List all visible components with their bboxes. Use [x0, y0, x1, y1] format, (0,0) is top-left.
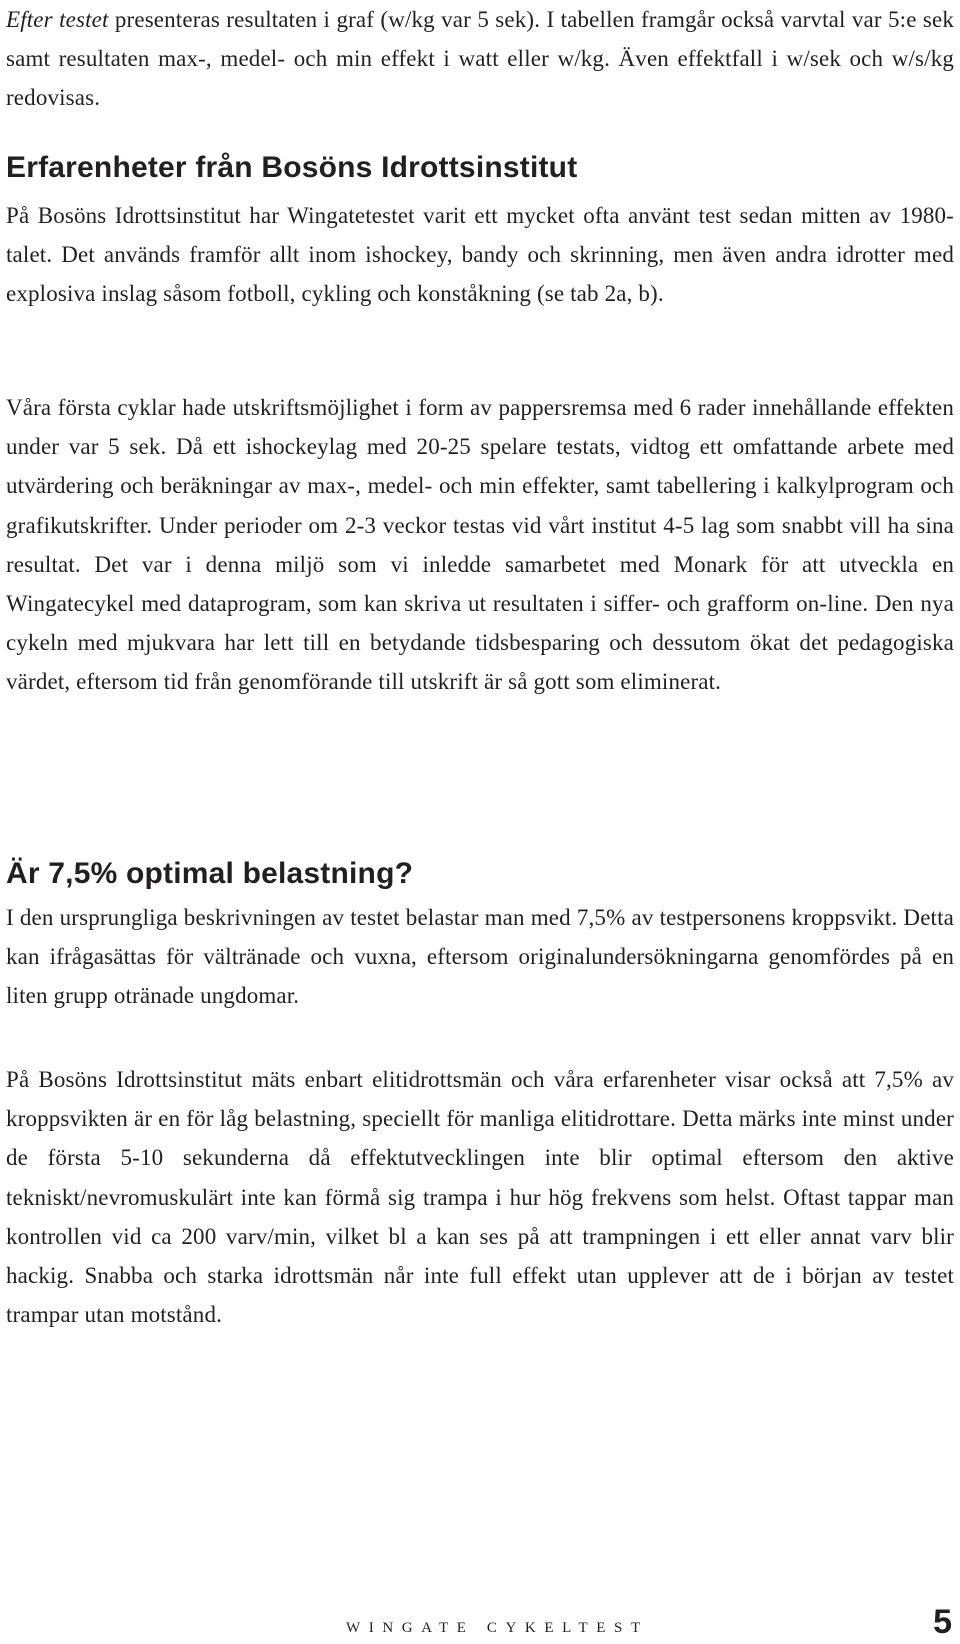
- intro-paragraph: [6, 0, 954, 118]
- running-title: WINGATE CYKELTEST: [346, 1620, 649, 1636]
- load-paragraph-1: [6, 898, 954, 1016]
- section-heading-load: Är 7,5% optimal belastning?: [6, 857, 414, 890]
- section-heading-bosons: Erfarenheter från Bosöns Idrottsinstitut: [6, 151, 578, 184]
- page-number: 5: [933, 1603, 952, 1641]
- intro-text: presenteras resultaten i graf (w/kg var 5 sek). I tabellen framgår också varvtal var 5:e sek samt resultaten max-, medel- och min effekt i watt eller w/kg. Även effektfall i w/sek och w/s/kg redovisas.: [6, 7, 955, 111]
- bosons-paragraph-1-text: På Bosöns Idrottsinstitut har Wingatetestet varit ett mycket ofta använt test sedan mitten av 1980-talet. Det används framför allt inom ishockey, bandy och skrinning, men även andra idrotter med explosiva inslag såsom fotboll, cykling och konståkning (se tab 2a, b).: [6, 203, 954, 307]
- bosons-paragraph-2-text: Våra första cyklar hade utskriftsmöjlighet i form av pappersremsa med 6 rader innehållande effekten under var 5 sek. Då ett ishockeylag med 20-25 spelare testats, vidtog ett omfattande arbete med utvärdering och beräkningar av max-, medel- och min effekter, samt tabellering i kalkylprogram och grafikutskrifter. Under perioder om 2-3 veckor testas vid vårt institut 4-5 lag som snabbt vill ha sina resultat. Det var i denna miljö som vi inledde samarbetet med Monark för att utveckla en Wingatecykel med dataprogram, som kan skriva ut resultaten i siffer- och grafform on-line. Den nya cykeln med mjukvara har lett till en betydande tidsbesparing och dessutom ökat det pedagogiska värdet, eftersom tid från genomförande till utskrift är så gott som eliminerat.: [6, 395, 954, 695]
- bosons-paragraph-1: [6, 196, 954, 314]
- intro-lead-italic: Efter testet: [6, 7, 109, 32]
- bosons-paragraph-2: [6, 388, 954, 702]
- load-paragraph-2-text: På Bosöns Idrottsinstitut mäts enbart elitidrottsmän och våra erfarenheter visar också att 7,5% av kroppsvikten är en för låg belastning, speciellt för manliga elitidrottare. Detta märks inte minst under de första 5-10 sekunderna då effektutvecklingen inte blir optimal eftersom den aktive tekniskt/nevromuskulärt inte kan förmå sig trampa i hur hög frekvens som helst. Oftast tappar man kontrollen vid ca 200 varv/min, vilket bl a kan ses på att trampningen i ett eller annat varv blir hackig. Snabba och starka idrottsmän når inte full effekt utan upplever att de i början av testet trampar utan motstånd.: [6, 1067, 954, 1328]
- load-paragraph-2: [6, 1060, 954, 1334]
- load-paragraph-1-text: I den ursprungliga beskrivningen av testet belastar man med 7,5% av testpersonens kroppsvikt. Detta kan ifrågasättas för vältränade och vuxna, eftersom originalundersökningarna genomfördes på en liten grupp otränade ungdomar.: [6, 905, 954, 1009]
